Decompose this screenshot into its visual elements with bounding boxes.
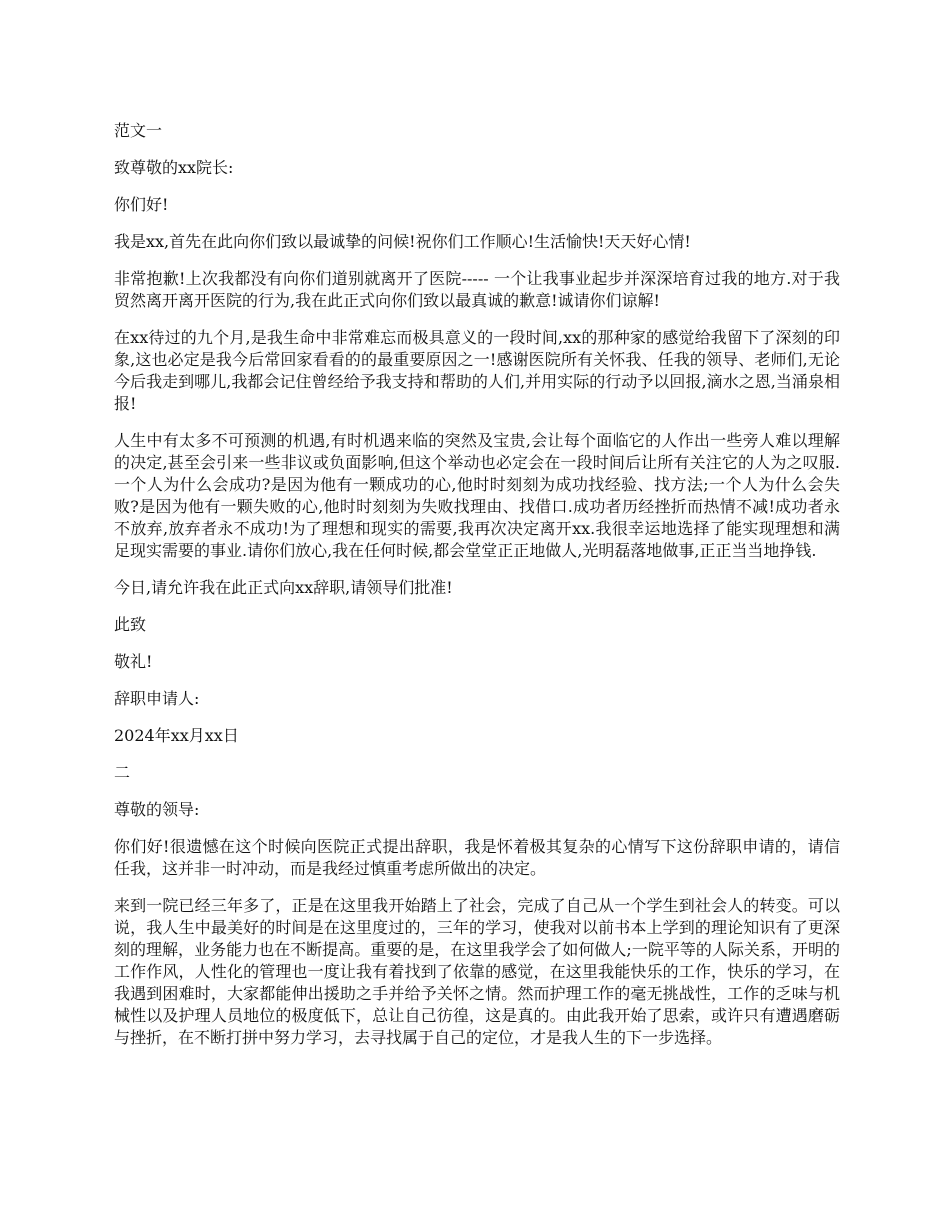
closing-salute: 敬礼! xyxy=(114,652,153,671)
closing-regards: 此致 xyxy=(114,615,147,634)
heading-sample-two: 二 xyxy=(114,763,131,782)
signature-applicant: 辞职申请人: xyxy=(114,689,200,708)
paragraph-resignation-request: 今日,请允许我在此正式向xx辞职,请领导们批准! xyxy=(114,578,453,597)
signature-date: 2024年xx月xx日 xyxy=(114,726,239,745)
greeting: 你们好! xyxy=(114,195,169,214)
paragraph-reasoning: 人生中有太多不可预测的机遇,有时机遇来临的突然及宝贵,会让每个面临它的人作出一些旁人难以理解的决定,甚至会引来一些非议或负面影响,但这个举动也必定会在一段时间后让所有关注它的人为之叹服.一个人为什么会成功?是因为他有一颗成功的心,他时时刻刻为成功找经验、找方法;一个人为什么会失败?是因为他有一颗失败的心,他时时刻刻为失败找理由、找借口.成功者历经挫折而热情不减!成功者永不放弃,放弃者永不成功!为了理想和现实的需要,我再次决定离开xx.我很幸运地选择了能实现理想和满足现实需要的事业.请你们放心,我在任何时候,都会堂堂正正地做人,光明磊落地做事,正正当当地挣钱. xyxy=(114,431,840,560)
paragraph-apology: 非常抱歉!上次我都没有向你们道别就离开了医院----- 一个让我事业起步并深深培育过我的地方.对于我贸然离开离开医院的行为,我在此正式向你们致以最真诚的歉意!诚请你们谅解! xyxy=(114,269,840,310)
paragraph-introduction: 我是xx,首先在此向你们致以最诚挚的问候!祝你们工作顺心!生活愉快!天天好心情! xyxy=(114,232,691,251)
salutation-dean: 致尊敬的xx院长: xyxy=(114,158,234,177)
salutation-leaders: 尊敬的领导: xyxy=(114,800,200,819)
heading-sample-one: 范文一 xyxy=(114,121,163,140)
document-page xyxy=(114,120,840,1064)
paragraph-opening-two: 你们好!很遗憾在这个时候向医院正式提出辞职，我是怀着极其复杂的心情写下这份辞职申请的，请信任我，这并非一时冲动，而是我经过慎重考虑所做出的决定。 xyxy=(114,837,840,878)
paragraph-gratitude: 在xx待过的九个月,是我生命中非常难忘而极具意义的一段时间,xx的那种家的感觉给我留下了深刻的印象,这也必定是我今后常回家看看的的最重要原因之一!感谢医院所有关怀我、任我的领导、老师们,无论今后我走到哪儿,我都会记住曾经给予我支持和帮助的人们,并用实际的行动予以回报,滴水之恩,当涌泉相报! xyxy=(114,328,840,413)
paragraph-reflection: 来到一院已经三年多了，正是在这里我开始踏上了社会，完成了自己从一个学生到社会人的转变。可以说，我人生中最美好的时间是在这里度过的，三年的学习，使我对以前书本上学到的理论知识有了更深刻的理解，业务能力也在不断提高。重要的是，在这里我学会了如何做人;一院平等的人际关系，开明的工作作风，人性化的管理也一度让我有着找到了依靠的感觉，在这里我能快乐的工作，快乐的学习，在我遇到困难时，大家都能伸出援助之手并给予关怀之情。然而护理工作的毫无挑战性，工作的乏味与机械性以及护理人员地位的极度低下，总让自己彷徨，这是真的。由此我开始了思索，或许只有遭遇磨砺与挫折，在不断打拼中努力学习，去寻找属于自己的定位，才是我人生的下一步选择。 xyxy=(114,896,840,1047)
